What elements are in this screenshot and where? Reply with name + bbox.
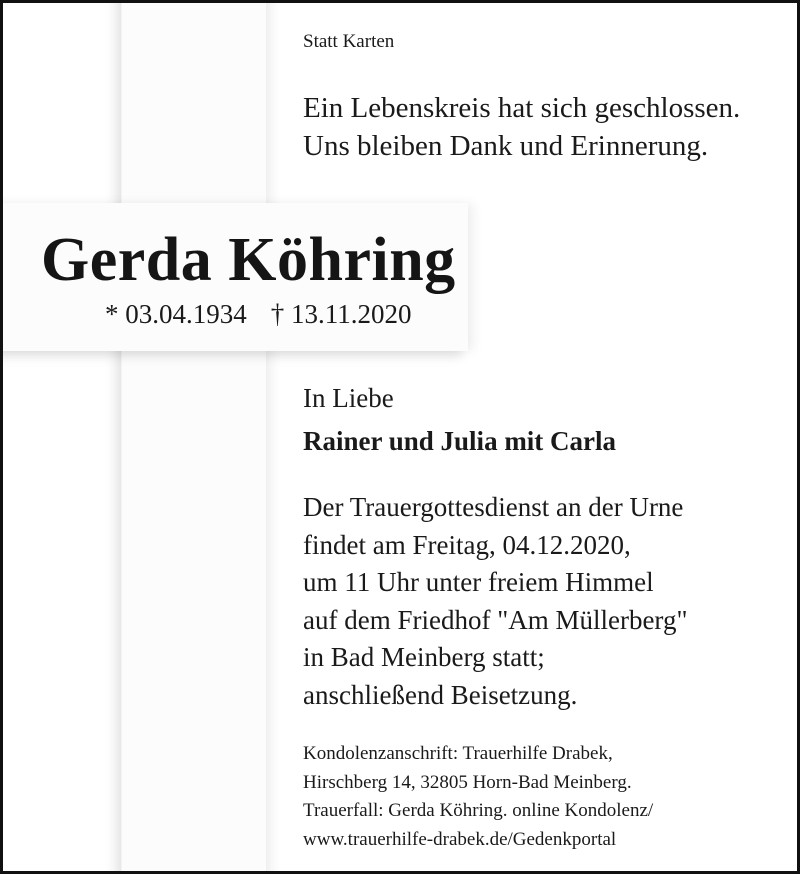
- service-line: findet am Freitag, 04.12.2020,: [303, 529, 631, 560]
- motto: [303, 89, 740, 165]
- death-date: † 13.11.2020: [270, 299, 412, 329]
- service-line: auf dem Friedhof "Am Müllerberg": [303, 604, 688, 635]
- in-love-line: In Liebe: [303, 383, 394, 413]
- service-line: Der Trauergottesdienst an der Urne: [303, 492, 684, 522]
- condolence-line: Kondolenzanschrift: Trauerhilfe Drabek,: [303, 743, 613, 764]
- motto-line: Uns bleiben Dank und Erinnerung.: [303, 130, 709, 162]
- cross-vertical-beam: [121, 0, 266, 874]
- funeral-service-info: [303, 489, 687, 714]
- service-line: in Bad Meinberg statt;: [303, 642, 545, 672]
- header-statt-karten: Statt Karten: [303, 31, 395, 52]
- condolence-line: Trauerfall: Gerda Köhring. online Kondolenz/: [303, 800, 654, 821]
- motto-line: Ein Lebenskreis hat sich geschlossen.: [303, 92, 741, 124]
- mourners-names: Rainer und Julia mit Carla: [303, 426, 617, 456]
- service-line: anschließend Beisetzung.: [303, 679, 578, 710]
- deceased-name: Gerda Köhring: [41, 226, 456, 294]
- condolence-address: [303, 740, 653, 854]
- condolence-url: www.trauerhilfe-drabek.de/Gedenkportal: [303, 828, 617, 850]
- life-dates: [105, 299, 412, 330]
- condolence-line: Hirschberg 14, 32805 Horn-Bad Meinberg.: [303, 771, 632, 793]
- birth-date: * 03.04.1934: [105, 299, 247, 329]
- service-line: um 11 Uhr unter freiem Himmel: [303, 567, 654, 597]
